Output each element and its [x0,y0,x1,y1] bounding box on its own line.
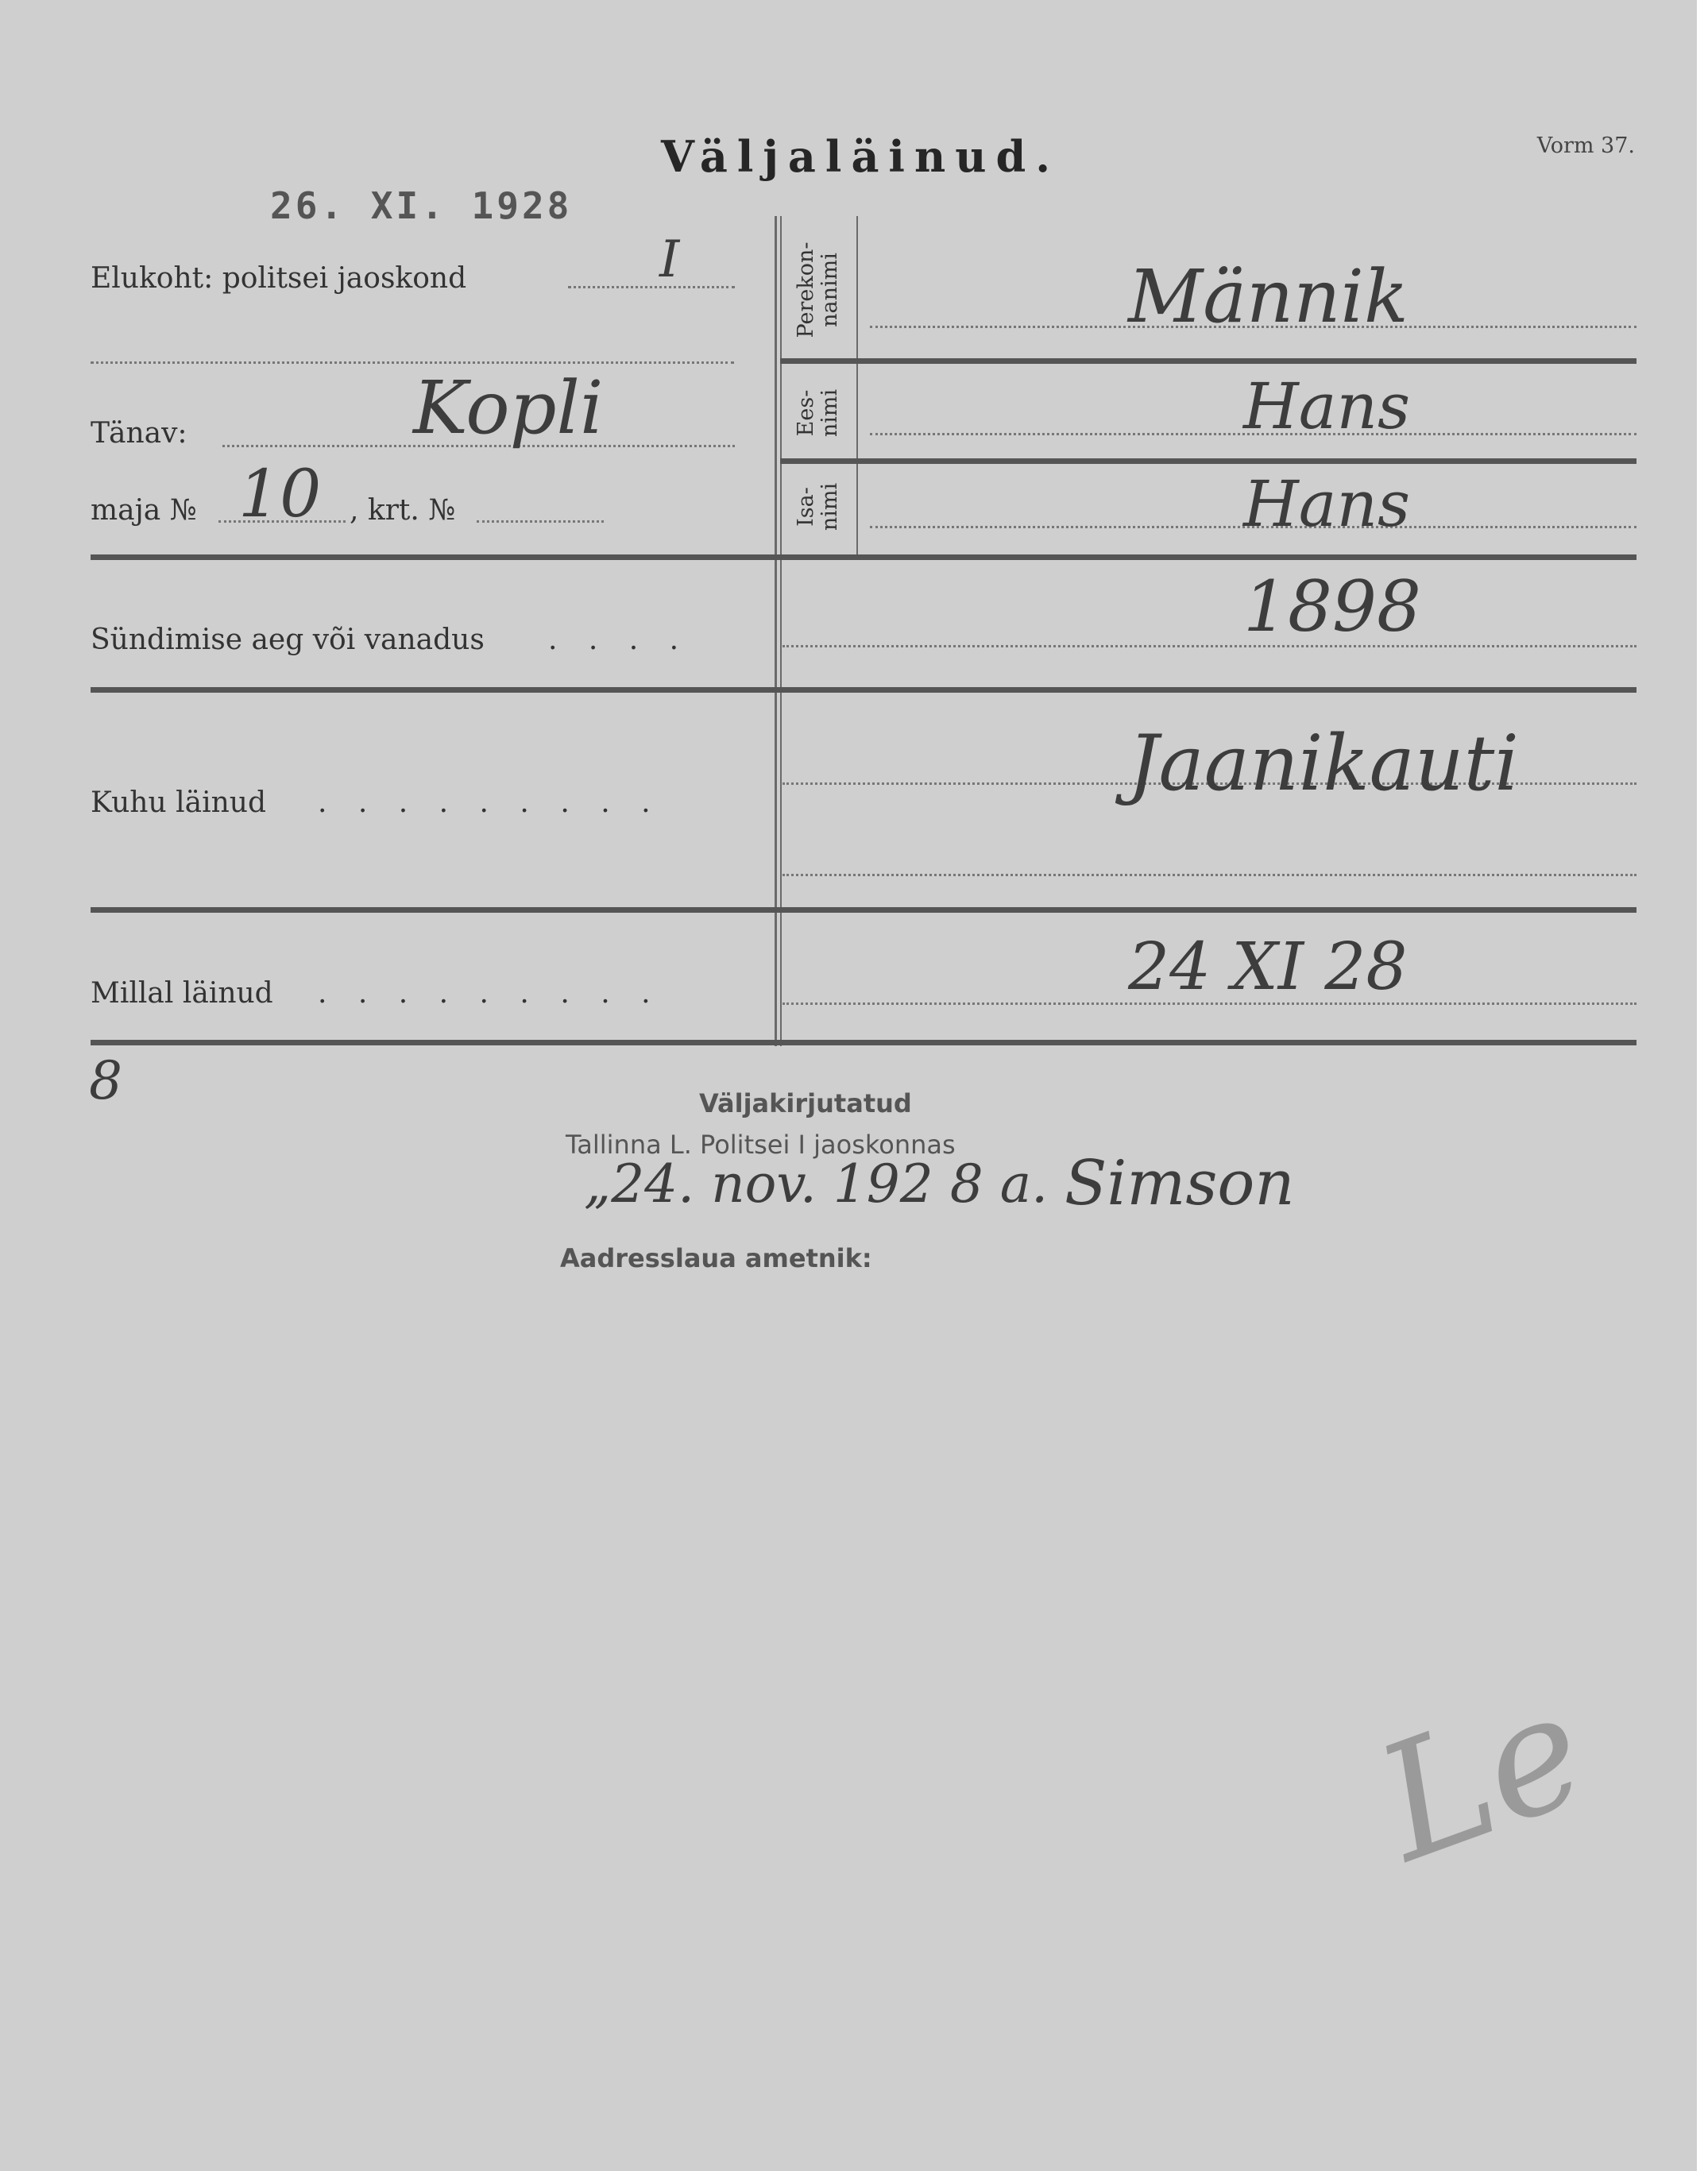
form-number: Vorm 37. [1536,133,1635,158]
firstname-value: Hans [1243,369,1411,443]
surname-label: Perekon- nanimi [794,241,842,338]
form-title: Väljaläinud. [660,131,1061,182]
destination-value: Jaanikauti [1128,719,1519,808]
street-value: Kopli [413,365,604,450]
birth-dots: . . . . [548,624,690,656]
firstname-rule [780,458,1637,464]
birth-rule [91,687,1637,693]
stamp-line-1: Väljakirjutatud [699,1088,912,1118]
birth-label: Sündimise aeg või vanadus [91,624,485,656]
house-value: 10 [238,457,322,532]
apartment-label: , krt. № [350,494,456,527]
column-divider-left [775,216,777,1046]
stamp-date: „24. nov. 192 8 a. [584,1153,1049,1215]
column-divider-left-inner [780,216,782,1046]
residence-label: Elukoht: politsei jaoskond [91,262,467,295]
residence-line [568,286,735,288]
residence-separator [91,361,734,364]
date-stamp: 26. XI. 1928 [270,184,573,227]
destination-label: Kuhu läinud [91,786,267,819]
surname-rule [780,358,1637,364]
street-label: Tänav: [91,417,187,450]
pencil-mark: Le [1356,1655,1608,1898]
surname-value: Männik [1128,254,1409,339]
departure-dots: . . . . . . . . . [318,977,662,1010]
residence-value: I [659,230,680,289]
departure-rule [91,1040,1637,1045]
patronymic-label: Isa- nimi [794,482,842,531]
stamp-line-2: Tallinna L. Politsei I jaoskonnas [566,1130,956,1160]
apartment-line [477,520,604,523]
firstname-label: Ees- nimi [794,388,842,438]
house-label: maja № [91,494,197,527]
margin-note: 8 [89,1050,122,1111]
patronymic-value: Hans [1243,467,1411,541]
top-block-rule [91,554,1637,560]
departure-value: 24 XI 28 [1128,929,1408,1005]
birth-value: 1898 [1243,566,1421,647]
official-signature: Simson [1065,1148,1295,1219]
destination-line-2 [783,874,1637,876]
destination-dots: . . . . . . . . . [318,786,662,819]
stamp-line-3: Aadresslaua ametnik: [560,1243,872,1273]
departure-label: Millal läinud [91,977,273,1010]
label-divider [856,216,858,556]
birth-line [783,645,1637,647]
destination-rule [91,907,1637,913]
